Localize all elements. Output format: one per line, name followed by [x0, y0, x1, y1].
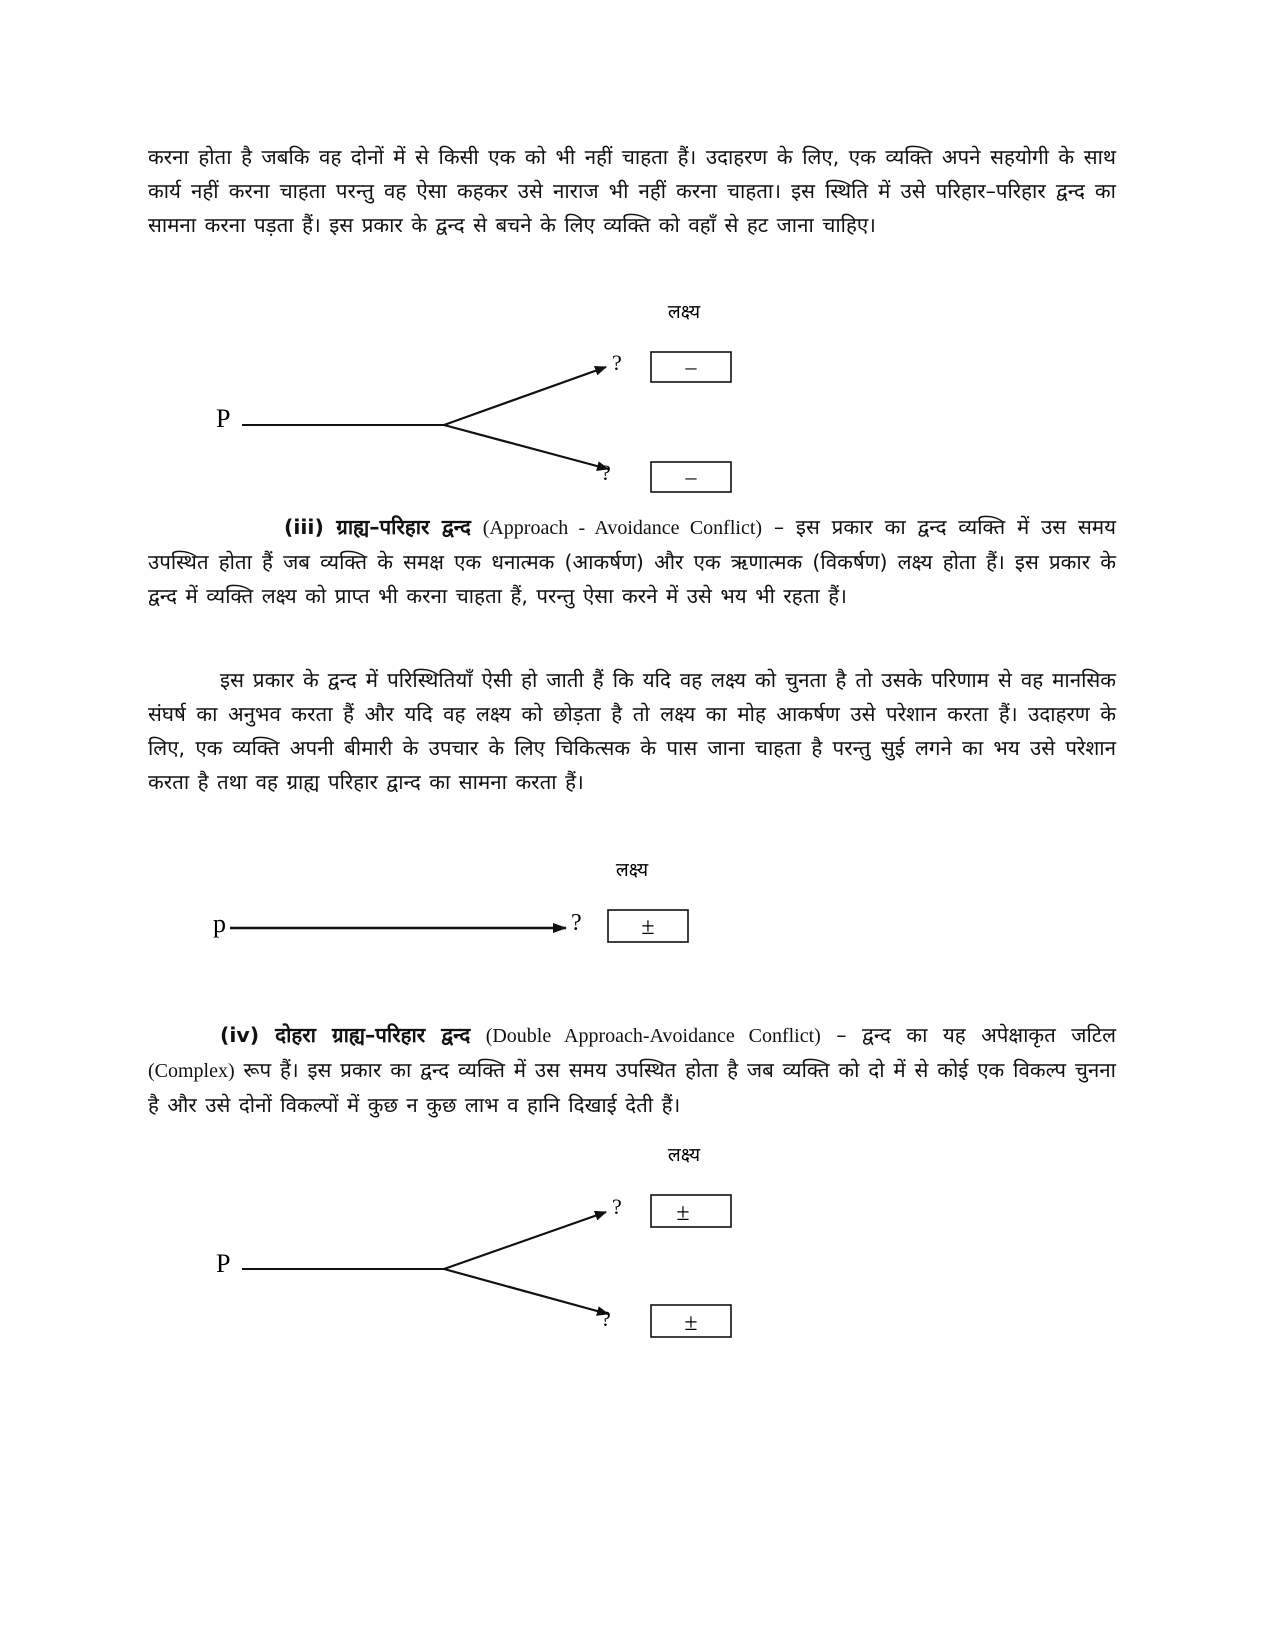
paragraph-avoidance-avoidance-continued: करना होता है जबकि वह दोनों में से किसी एक को भी नहीं चाहता हैं। उदाहरण के लिए, एक व्यक्ति अपने सहयोगी के साथ कार्य नहीं करना चाहता परन्तु वह ऐसा कहकर उसे नाराज भी नहीं करना चाहता। इस स्थिति में उसे परिहार–परिहार द्वन्द का सामना करना पड़ता हैं। इस प्रकार के द्वन्द से बचने के लिए व्यक्ति को वहाँ से हट जाना चाहिए। — [148, 145, 1116, 237]
arrow-up — [444, 367, 606, 425]
question-mark-top: ? — [612, 1194, 622, 1219]
arrow-down — [444, 1269, 608, 1314]
question-mark-top: ? — [612, 350, 622, 375]
paragraph-double-text-b: रूप हैं। इस प्रकार का द्वन्द व्यक्ति में उस समय उपस्थित होता है जब व्यक्ति को दो में से कोई एक विकल्प चुनना है और उसे दोनों विकल्पों में कुछ न कुछ लाभ व हानि दिखाई देती हैं। — [148, 1058, 1116, 1117]
goal-box-top — [651, 1195, 731, 1227]
paragraph-approach-avoidance-text: – इस प्रकार का द्वन्द व्यक्ति में उस समय उपस्थित होता हैं जब व्यक्ति के समक्ष एक धनात्मक (आकर्षण) और एक ऋणात्मक (विकर्षण) लक्ष्य होता हैं। इस प्रकार के द्वन्द में व्यक्ति लक्ष्य को प्राप्त भी करना चाहता हैं, परन्तु ऐसा करने में उसे भय भी रहता हैं। — [148, 515, 1116, 608]
goal-box-top-sign: ± — [676, 1200, 690, 1226]
goal-label: लक्ष्य — [667, 301, 701, 323]
goal-box-top-sign: – — [685, 354, 697, 379]
question-mark-bottom: ? — [601, 1306, 611, 1331]
goal-label: लक्ष्य — [615, 859, 649, 881]
question-mark-bottom: ? — [601, 460, 611, 485]
section-heading-iv: (iv) दोहरा ग्राह्य–परिहार द्वन्द — [220, 1023, 471, 1047]
approach-avoidance-diagram — [0, 850, 1275, 950]
arrow-down — [444, 425, 608, 469]
paragraph-double-approach-avoidance — [148, 1018, 1116, 1122]
person-label: P — [216, 404, 231, 433]
section-english-term-iii: (Approach - Avoidance Conflict) — [482, 517, 763, 539]
person-label: P — [216, 1249, 231, 1278]
goal-label: लक्ष्य — [667, 1144, 701, 1166]
question-mark: ? — [571, 910, 582, 936]
complex-term: (Complex) — [148, 1060, 235, 1082]
section-english-term-iv: (Double Approach-Avoidance Conflict) — [485, 1025, 821, 1047]
section-heading-iii: (iii) ग्राह्य–परिहार द्वन्द — [284, 515, 471, 539]
avoidance-avoidance-diagram — [0, 290, 1275, 500]
double-approach-avoidance-diagram — [0, 1135, 1275, 1350]
paragraph-approach-avoidance — [148, 510, 1116, 613]
paragraph-double-text-a: – द्वन्द का यह अपेक्षाकृत जटिल — [820, 1023, 1116, 1047]
goal-box-bottom-sign: ± — [684, 1310, 698, 1336]
arrow-up — [444, 1212, 606, 1269]
person-label: p — [213, 909, 226, 938]
goal-box-bottom-sign: – — [685, 464, 697, 489]
goal-box-sign: ± — [641, 914, 655, 940]
paragraph-approach-avoidance-example: इस प्रकार के द्वन्द में परिस्थितियाँ ऐसी हो जाती हैं कि यदि वह लक्ष्य को चुनता है तो उसके परिणाम से वह मानसिक संघर्ष का अनुभव करता हैं और यदि वह लक्ष्य को छोड़ता है तो लक्ष्य का मोह आकर्षण उसे परेशान करता हैं। उदाहरण के लिए, एक व्यक्ति अपनी बीमारी के उपचार के लिए चिकित्सक के पास जाना चाहता है परन्तु सुई लगने का भय उसे परेशान करता है तथा वह ग्राह्य परिहार द्वान्द का सामना करता हैं। — [148, 668, 1116, 794]
